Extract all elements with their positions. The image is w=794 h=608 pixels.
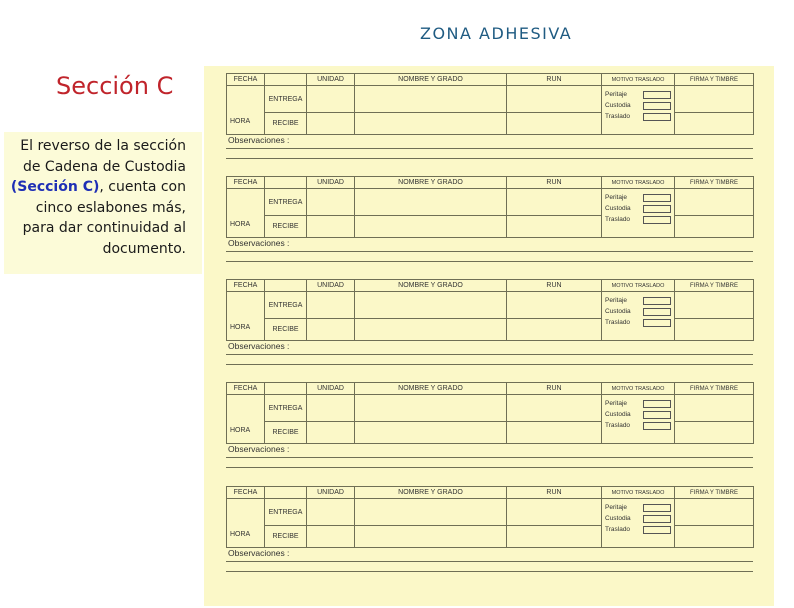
hora-label: HORA [230,427,251,434]
observaciones-label: Observaciones : [228,135,290,145]
observaciones-line[interactable] [226,467,753,468]
header-run: RUN [507,177,602,189]
header-firma: FIRMA Y TIMBRE [675,487,754,499]
firma-recibe-field[interactable] [675,526,754,548]
traslado-label: Traslado [605,526,631,533]
unidad-recibe-field[interactable] [307,319,355,341]
custodia-checkbox[interactable] [643,411,671,419]
nombre-entrega-field[interactable] [355,395,507,422]
header-motivo: MOTIVO TRASLADO [602,487,675,499]
header-firma: FIRMA Y TIMBRE [675,177,754,189]
entrega-label: ENTREGA [265,499,307,526]
observaciones-label: Observaciones : [228,444,290,454]
unidad-entrega-field[interactable] [307,86,355,113]
hora-label: HORA [230,324,251,331]
header-blank [265,487,307,499]
run-recibe-field[interactable] [507,526,602,548]
nombre-recibe-field[interactable] [355,422,507,444]
header-fecha: FECHA [227,280,265,292]
unidad-entrega-field[interactable] [307,292,355,319]
run-recibe-field[interactable] [507,216,602,238]
peritaje-label: Peritaje [605,91,628,98]
custodia-checkbox[interactable] [643,308,671,316]
entrega-label: ENTREGA [265,395,307,422]
custodia-label: Custodia [605,205,631,212]
observaciones-line[interactable] [226,148,753,149]
header-fecha: FECHA [227,177,265,189]
header-fecha: FECHA [227,383,265,395]
header-blank [265,177,307,189]
recibe-label: RECIBE [265,319,307,341]
motivo-cell [602,189,675,238]
custody-link-block [226,279,753,366]
observaciones-line[interactable] [226,251,753,252]
unidad-entrega-field[interactable] [307,499,355,526]
unidad-recibe-field[interactable] [307,216,355,238]
nombre-recibe-field[interactable] [355,113,507,135]
explanation-note [4,132,202,274]
peritaje-label: Peritaje [605,297,628,304]
header-firma: FIRMA Y TIMBRE [675,383,754,395]
hora-label: HORA [230,118,251,125]
observaciones-line[interactable] [226,364,753,365]
recibe-label: RECIBE [265,526,307,548]
run-recibe-field[interactable] [507,422,602,444]
header-unidad: UNIDAD [307,280,355,292]
header-motivo: MOTIVO TRASLADO [602,383,675,395]
header-firma: FIRMA Y TIMBRE [675,74,754,86]
traslado-label: Traslado [605,216,631,223]
custody-table [226,486,754,548]
peritaje-checkbox[interactable] [643,504,671,512]
run-entrega-field[interactable] [507,189,602,216]
firma-recibe-field[interactable] [675,216,754,238]
header-run: RUN [507,487,602,499]
recibe-label: RECIBE [265,113,307,135]
firma-entrega-field[interactable] [675,395,754,422]
header-motivo: MOTIVO TRASLADO [602,280,675,292]
header-unidad: UNIDAD [307,177,355,189]
custody-table [226,279,754,341]
unidad-recibe-field[interactable] [307,422,355,444]
firma-recibe-field[interactable] [675,319,754,341]
nombre-recibe-field[interactable] [355,216,507,238]
fecha-hora-cell[interactable] [227,395,265,444]
custodia-label: Custodia [605,411,631,418]
run-entrega-field[interactable] [507,86,602,113]
fecha-hora-cell[interactable] [227,499,265,548]
traslado-checkbox[interactable] [643,526,671,534]
header-motivo: MOTIVO TRASLADO [602,74,675,86]
custody-link-block [226,73,753,160]
custodia-checkbox[interactable] [643,205,671,213]
unidad-recibe-field[interactable] [307,526,355,548]
motivo-cell [602,499,675,548]
firma-entrega-field[interactable] [675,292,754,319]
firma-entrega-field[interactable] [675,86,754,113]
header-nombre: NOMBRE Y GRADO [355,487,507,499]
traslado-checkbox[interactable] [643,216,671,224]
motivo-cell [602,86,675,135]
observaciones-line[interactable] [226,561,753,562]
peritaje-checkbox[interactable] [643,194,671,202]
firma-recibe-field[interactable] [675,422,754,444]
observaciones-line[interactable] [226,354,753,355]
chain-of-custody-sheet [204,66,774,606]
nombre-entrega-field[interactable] [355,499,507,526]
run-entrega-field[interactable] [507,395,602,422]
header-unidad: UNIDAD [307,487,355,499]
custody-link-block [226,382,753,469]
custody-table [226,382,754,444]
nombre-recibe-field[interactable] [355,526,507,548]
header-nombre: NOMBRE Y GRADO [355,177,507,189]
traslado-checkbox[interactable] [643,422,671,430]
firma-entrega-field[interactable] [675,499,754,526]
traslado-label: Traslado [605,319,631,326]
custody-table [226,176,754,238]
zona-adhesiva-label: ZONA ADHESIVA [420,24,573,43]
fecha-hora-cell[interactable] [227,189,265,238]
nombre-entrega-field[interactable] [355,292,507,319]
firma-entrega-field[interactable] [675,189,754,216]
hora-label: HORA [230,531,251,538]
note-text-after: , cuenta con cinco eslabones más, para dar continuidad al documento. [22,179,186,257]
header-run: RUN [507,74,602,86]
header-motivo: MOTIVO TRASLADO [602,177,675,189]
recibe-label: RECIBE [265,422,307,444]
header-blank [265,280,307,292]
header-run: RUN [507,383,602,395]
run-recibe-field[interactable] [507,319,602,341]
fecha-hora-cell[interactable] [227,86,265,135]
traslado-label: Traslado [605,113,631,120]
peritaje-label: Peritaje [605,400,628,407]
observaciones-label: Observaciones : [228,238,290,248]
observaciones-line[interactable] [226,457,753,458]
observaciones-line[interactable] [226,261,753,262]
unidad-recibe-field[interactable] [307,113,355,135]
note-text-before: El reverso de la sección de Cadena de Custodia [20,138,186,175]
observaciones-line[interactable] [226,571,753,572]
motivo-cell [602,292,675,341]
unidad-entrega-field[interactable] [307,189,355,216]
traslado-label: Traslado [605,422,631,429]
hora-label: HORA [230,221,251,228]
peritaje-checkbox[interactable] [643,91,671,99]
peritaje-label: Peritaje [605,504,628,511]
peritaje-label: Peritaje [605,194,628,201]
custody-table [226,73,754,135]
custody-link-block [226,176,753,263]
custodia-checkbox[interactable] [643,102,671,110]
header-unidad: UNIDAD [307,74,355,86]
header-nombre: NOMBRE Y GRADO [355,280,507,292]
observaciones-line[interactable] [226,158,753,159]
observaciones-label: Observaciones : [228,548,290,558]
header-run: RUN [507,280,602,292]
run-entrega-field[interactable] [507,292,602,319]
nombre-entrega-field[interactable] [355,86,507,113]
fecha-hora-cell[interactable] [227,292,265,341]
header-unidad: UNIDAD [307,383,355,395]
recibe-label: RECIBE [265,216,307,238]
observaciones-label: Observaciones : [228,341,290,351]
run-recibe-field[interactable] [507,113,602,135]
section-title: Sección C [56,72,174,100]
header-fecha: FECHA [227,487,265,499]
header-nombre: NOMBRE Y GRADO [355,383,507,395]
note-highlight: (Sección C) [10,179,100,195]
traslado-checkbox[interactable] [643,319,671,327]
entrega-label: ENTREGA [265,86,307,113]
header-nombre: NOMBRE Y GRADO [355,74,507,86]
nombre-recibe-field[interactable] [355,319,507,341]
peritaje-checkbox[interactable] [643,400,671,408]
custodia-label: Custodia [605,515,631,522]
nombre-entrega-field[interactable] [355,189,507,216]
peritaje-checkbox[interactable] [643,297,671,305]
header-blank [265,74,307,86]
custodia-label: Custodia [605,102,631,109]
custodia-label: Custodia [605,308,631,315]
custodia-checkbox[interactable] [643,515,671,523]
unidad-entrega-field[interactable] [307,395,355,422]
header-blank [265,383,307,395]
entrega-label: ENTREGA [265,292,307,319]
entrega-label: ENTREGA [265,189,307,216]
traslado-checkbox[interactable] [643,113,671,121]
header-firma: FIRMA Y TIMBRE [675,280,754,292]
custody-link-block [226,486,753,573]
run-entrega-field[interactable] [507,499,602,526]
firma-recibe-field[interactable] [675,113,754,135]
header-fecha: FECHA [227,74,265,86]
motivo-cell [602,395,675,444]
